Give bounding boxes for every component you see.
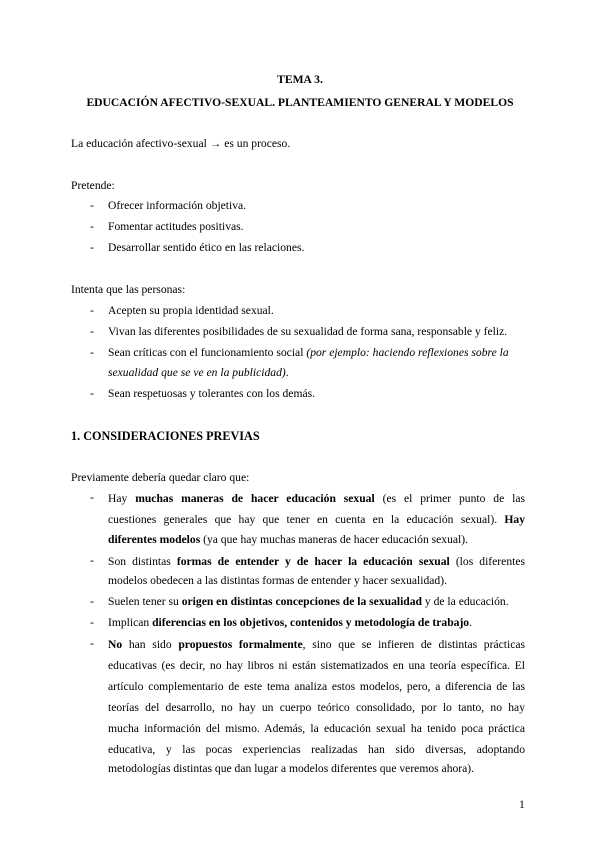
list-dash: - [90,554,94,567]
list-item-text: Sean críticas con el funcionamiento social [108,346,304,359]
list-item: Desarrollar sentido ético en las relaciones. [108,241,305,254]
list-item-continuation: modelos obedecen a las distintas formas de entender y hacer sexualidad). [108,574,447,587]
text: . [469,616,473,629]
document-tema: TEMA 3. [277,73,323,86]
list-dash: - [90,325,94,338]
text: cuestiones generales que hay que tener en cuenta en la educación sexual). [108,513,498,526]
list-dash: - [90,616,94,629]
list-item-period: . [285,366,289,379]
text: Son distintas [108,555,177,568]
bold-text: No [108,638,123,651]
text: Implican [108,616,153,629]
list-item-continuation: educativas (es decir, no hay libros ni están sistematizados en una teoría específica. El [108,659,525,672]
bold-text: origen en distintas concepciones de la sexualidad [181,595,422,608]
bold-text: muchas maneras de hacer educación sexual [135,492,375,505]
list-item [108,346,509,359]
list-dash: - [90,595,94,608]
text: (es el primer punto de las [374,492,525,505]
list-item-example: (por ejemplo: haciendo reflexiones sobre la [306,346,509,359]
text: y de la educación. [422,595,509,608]
list-dash: - [90,387,94,400]
intro-text: La educación afectivo-sexual → es un proceso. [71,137,291,150]
list-item: Sean respetuosas y tolerantes con los demás. [108,387,316,400]
text: , sino que se infieren de distintas prácticas [302,638,525,651]
bold-text: Hay [504,513,525,526]
list-item [108,616,472,629]
list-item-continuation: teorías del desarrollo, no hay un cuerpo teórico consolidado, por lo tanto, no hay [108,701,525,714]
bold-text: diferencias en los objetivos, contenidos y metodología de trabajo [152,616,470,629]
list-dash: - [90,491,94,504]
text: Hay [108,492,136,505]
bold-text: propuestos formalmente [178,638,303,651]
list-item [108,554,525,569]
text: han sido [122,638,179,651]
text: (ya que hay muchas maneras de hacer educación sexual). [200,533,469,546]
list-dash: - [90,304,94,317]
list-item-example: sexualidad que se ve en la publicidad) [108,366,286,379]
section-lead: Previamente debería quedar claro que: [71,471,250,484]
list-item-continuation [108,533,468,546]
text: Suelen tener su [108,595,182,608]
list-item [108,637,525,652]
text: (los diferentes [449,555,525,568]
list-item-continuation: metodologías distintas que dan lugar a modelos diferentes que veremos ahora). [108,762,475,775]
list-item-continuation: mucha información del mismo. Además, la educación sexual ha tenido poca práctica [108,722,525,735]
list-item-continuation: educativa, y las pocas experiencias realizadas han sido diversas, adoptando [108,743,525,756]
section-heading: 1. CONSIDERACIONES PREVIAS [71,429,260,443]
list-item-continuation: artículo complementario de este tema analiza estos modelos, pero, a diferencia de las [108,680,525,693]
list-dash: - [90,346,94,359]
list-dash: - [90,199,94,212]
bold-text: formas de entender y de hacer la educación sexual [176,555,450,568]
list-dash: - [90,241,94,254]
list-item [108,595,509,608]
list-item [108,491,525,506]
pretende-label: Pretende: [71,179,115,192]
list-item: Fomentar actitudes positivas. [108,220,244,233]
list-item-continuation [108,512,525,527]
list-item-continuation [108,366,289,379]
list-item: Acepten su propia identidad sexual. [108,304,274,317]
list-item: Vivan las diferentes posibilidades de su sexualidad de forma sana, responsable y feliz. [108,325,508,338]
page-number: 1 [519,798,525,811]
intenta-label: Intenta que las personas: [71,283,186,296]
bold-text: diferentes modelos [108,533,201,546]
document-title: EDUCACIÓN AFECTIVO-SEXUAL. PLANTEAMIENTO GENERAL Y MODELOS [86,96,514,109]
list-dash: - [90,220,94,233]
list-item: Ofrecer información objetiva. [108,199,247,212]
list-dash: - [90,637,94,650]
